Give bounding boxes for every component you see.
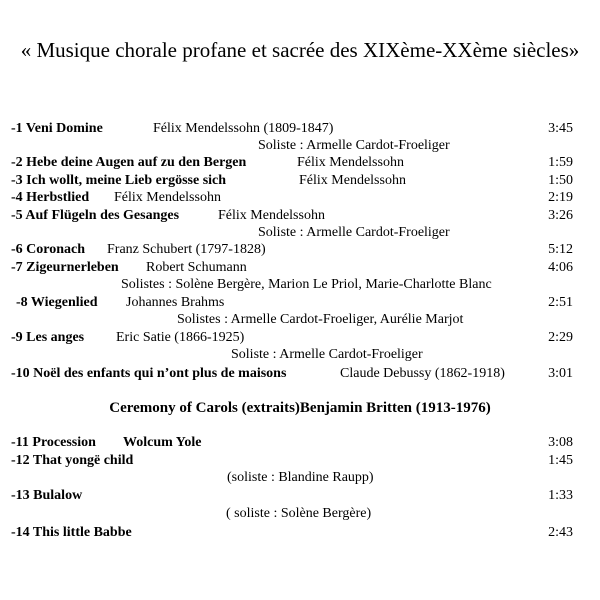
track-duration: 1:33	[548, 488, 573, 503]
track-title: -7 Zigeurnerleben	[11, 260, 119, 275]
track-title: -5 Auf Flügeln des Gesanges	[11, 208, 180, 223]
track-row	[0, 434, 600, 452]
section-heading: Ceremony of Carols (extraits)Benjamin Britten (1913-1976)	[109, 400, 491, 416]
track-duration: 4:06	[548, 260, 573, 275]
track-duration: 3:45	[548, 121, 573, 136]
track-composer: Wolcum Yole	[123, 435, 202, 450]
track-row	[0, 207, 600, 225]
track-duration: 3:01	[548, 366, 573, 381]
track-title: -2 Hebe deine Augen auf zu den Bergen	[11, 155, 247, 170]
track-duration: 2:29	[548, 330, 573, 345]
track-row	[0, 259, 600, 277]
track-composer: Eric Satie (1866-1925)	[116, 330, 245, 345]
track-composer: Félix Mendelssohn	[297, 155, 404, 170]
track-duration: 2:43	[548, 525, 573, 540]
track-row	[0, 241, 600, 259]
track-row	[0, 524, 600, 542]
track-duration: 1:50	[548, 173, 573, 188]
track-duration: 2:19	[548, 190, 573, 205]
track-composer: Félix Mendelssohn	[114, 190, 221, 205]
track-composer: Robert Schumann	[146, 260, 247, 275]
track-row	[0, 189, 600, 207]
soloist-note: ( soliste : Solène Bergère)	[226, 506, 372, 521]
track-title: -8 Wiegenlied	[16, 295, 98, 310]
soloist-note: Soliste : Armelle Cardot-Froeliger	[231, 347, 423, 362]
track-row	[0, 329, 600, 347]
track-row	[0, 154, 600, 172]
track-title: -11 Procession	[11, 435, 96, 450]
track-duration: 1:59	[548, 155, 573, 170]
track-composer: Félix Mendelssohn (1809-1847)	[153, 121, 334, 136]
track-duration: 1:45	[548, 453, 573, 468]
track-title: -13 Bulalow	[11, 488, 83, 503]
track-row	[0, 365, 600, 383]
track-row	[0, 120, 600, 138]
soloist-note: Soliste : Armelle Cardot-Froeliger	[258, 138, 450, 153]
track-row	[0, 487, 600, 505]
track-title: -10 Noël des enfants qui n’ont plus de maisons	[11, 366, 287, 381]
track-duration: 3:26	[548, 208, 573, 223]
track-row	[0, 294, 600, 312]
soloist-note: Solistes : Armelle Cardot-Froeliger, Aurélie Marjot	[177, 312, 464, 327]
track-row	[0, 452, 600, 470]
track-composer: Félix Mendelssohn	[218, 208, 325, 223]
track-title: -1 Veni Domine	[11, 121, 103, 136]
track-title: -9 Les anges	[11, 330, 85, 345]
track-composer: Johannes Brahms	[126, 295, 225, 310]
soloist-note: Solistes : Solène Bergère, Marion Le Priol, Marie-Charlotte Blanc	[121, 277, 492, 292]
track-title: -14 This little Babbe	[11, 525, 132, 540]
track-duration: 2:51	[548, 295, 573, 310]
track-title: -6 Coronach	[11, 242, 86, 257]
track-title: -12 That yongë child	[11, 453, 134, 468]
track-duration: 5:12	[548, 242, 573, 257]
soloist-note: (soliste : Blandine Raupp)	[227, 470, 374, 485]
soloist-note: Soliste : Armelle Cardot-Froeliger	[258, 225, 450, 240]
track-composer: Franz Schubert (1797-1828)	[107, 242, 266, 257]
track-duration: 3:08	[548, 435, 573, 450]
track-row	[0, 172, 600, 190]
track-title: -3 Ich wollt, meine Lieb ergösse sich	[11, 173, 227, 188]
track-title: -4 Herbstlied	[11, 190, 90, 205]
page-title: « Musique chorale profane et sacrée des XIXème-XXème siècles»	[20, 38, 580, 62]
track-composer: Claude Debussy (1862-1918)	[340, 366, 505, 381]
track-composer: Félix Mendelssohn	[299, 173, 406, 188]
